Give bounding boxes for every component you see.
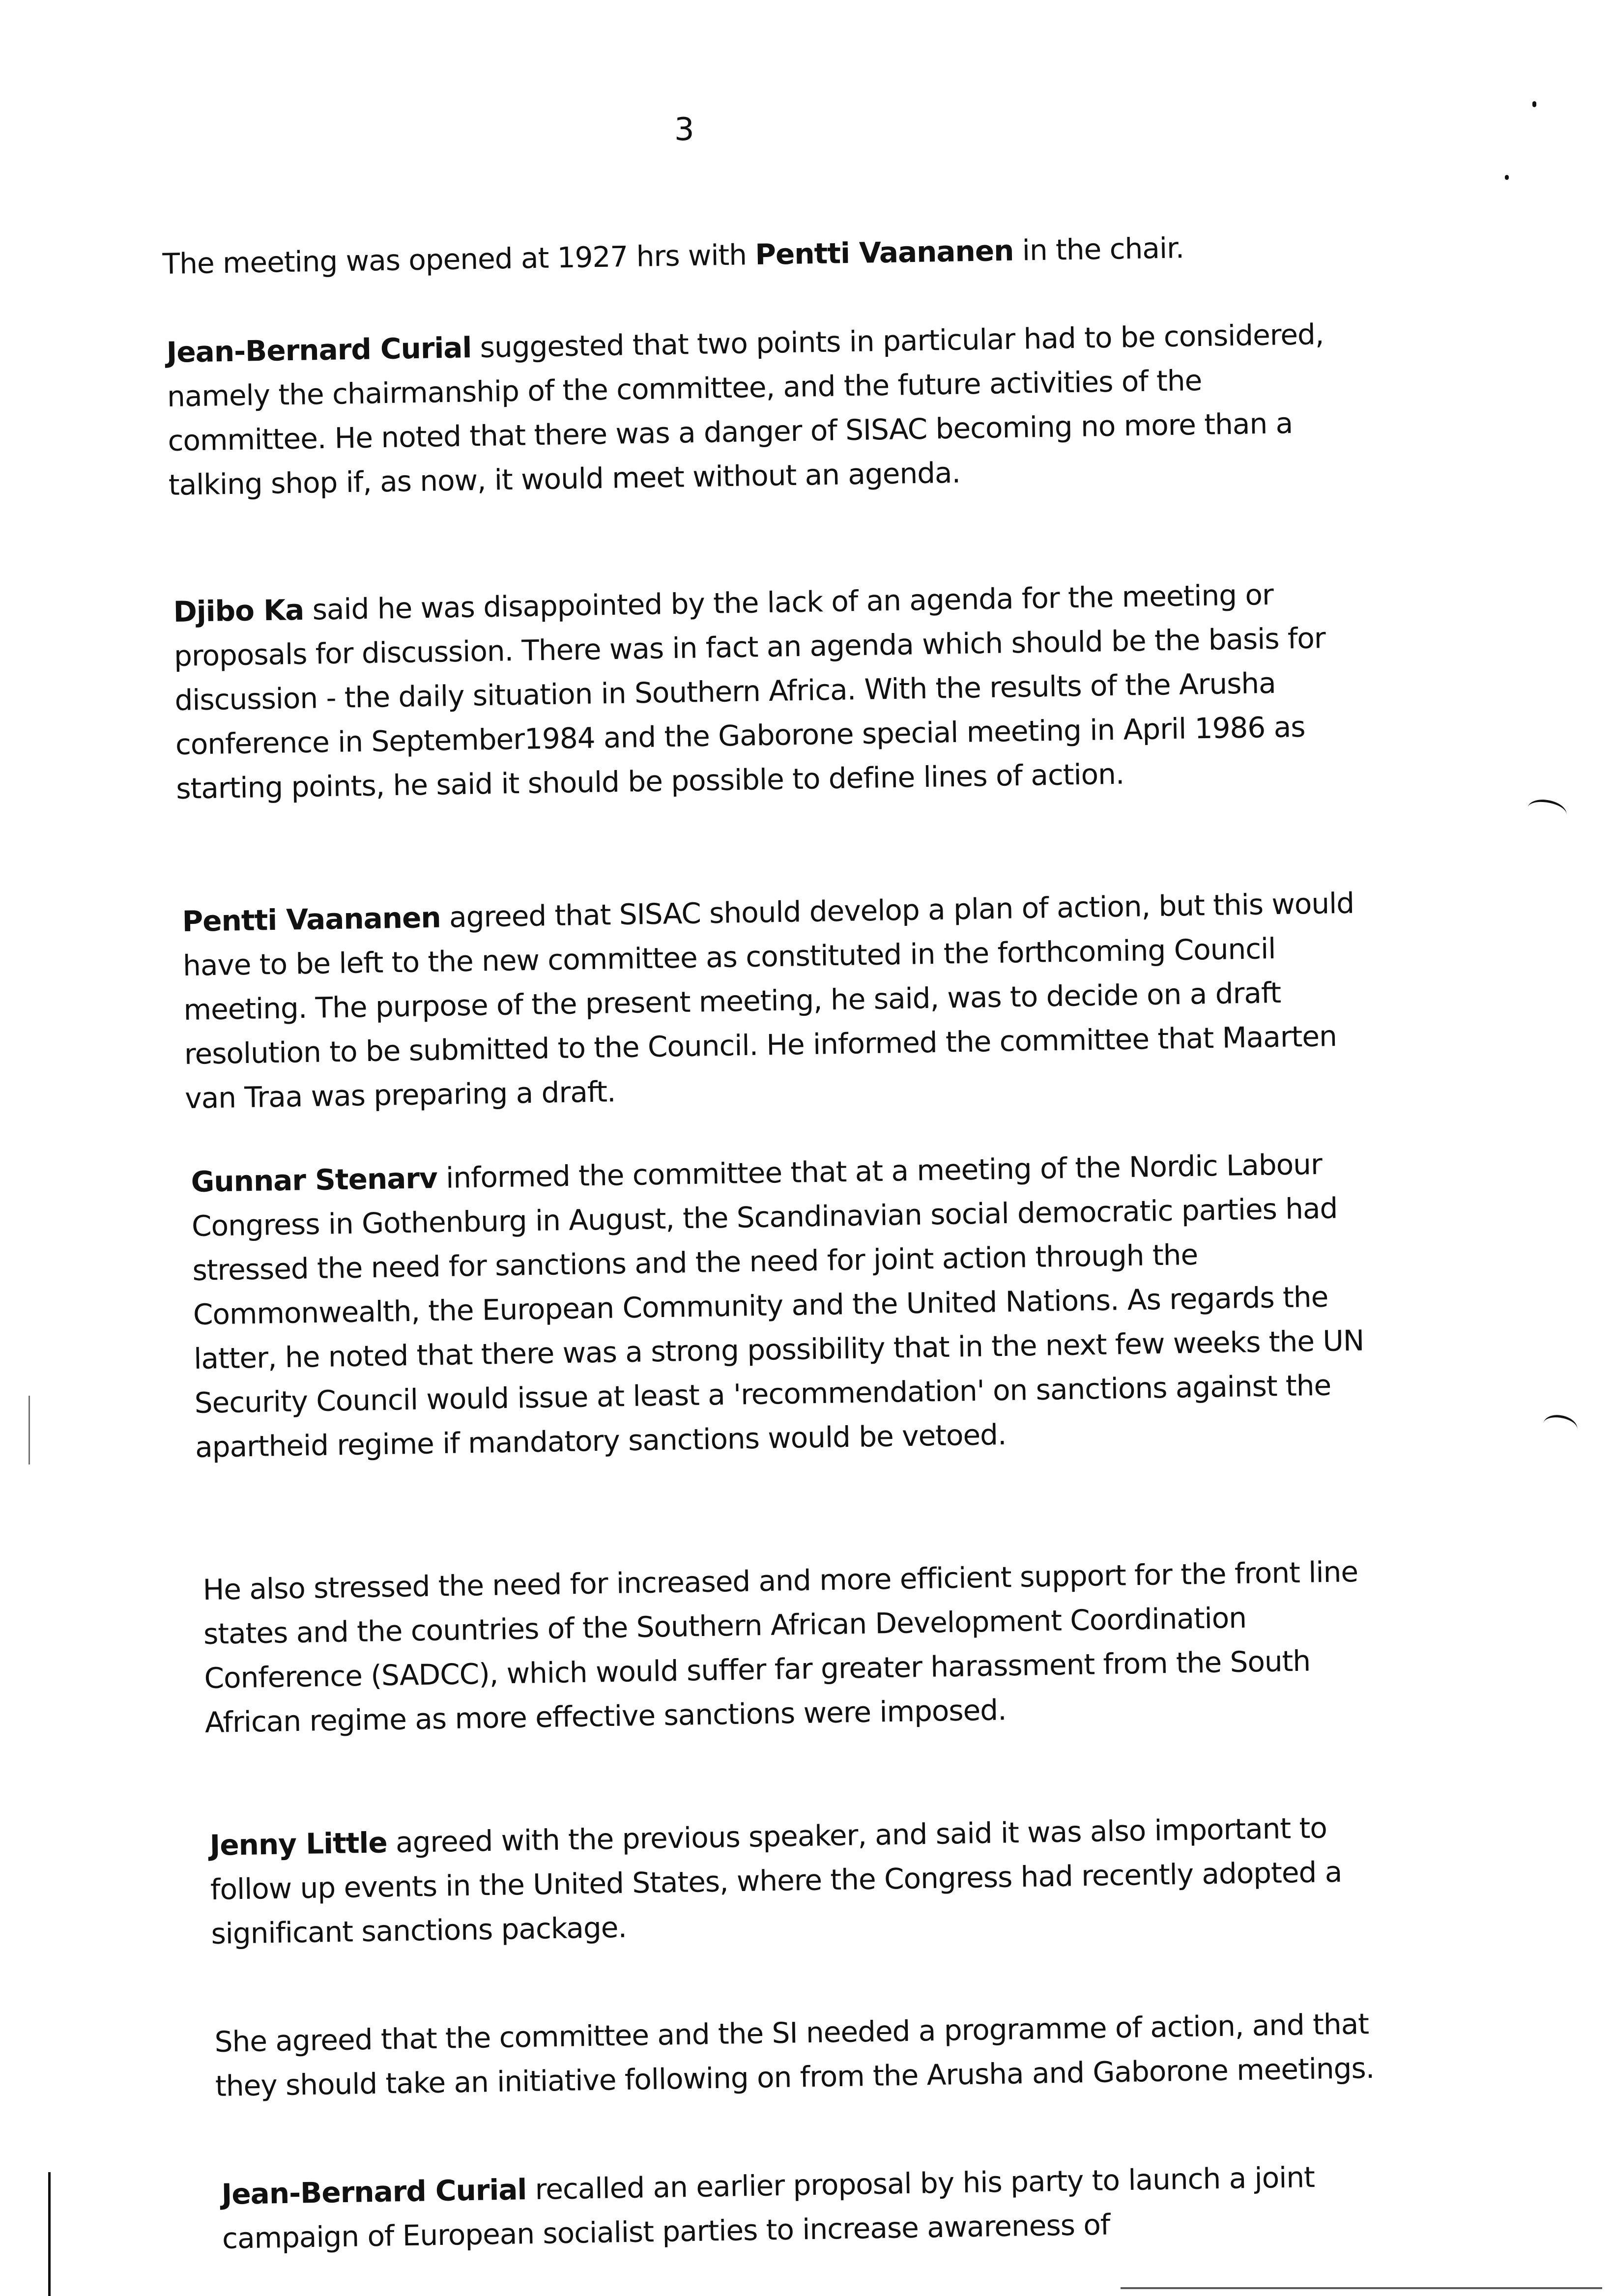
scan-speck [1505, 175, 1509, 180]
paragraph-little-2 [214, 2001, 1420, 2108]
paragraph-text: He also stressed the need for increased and more efficient support for the front line states and the countries of the Southern African Development Coordination Conference (SADCC), which would suffer far greater harassment from the South African regime as more effective sanctions were imposed. [202, 1555, 1358, 1739]
scan-edge-line [29, 1396, 30, 1464]
paragraph-text: suggested that two points in particular had to be considered, namely the chairmanship of the committee, and the future activities of the committee. He noted that there was a danger of SISAC becoming no more than a talking shop if, as now, it would meet without an agenda. [167, 317, 1324, 502]
speaker-name: Gunnar Stenarv [191, 1161, 438, 1199]
speaker-name: Djibo Ka [173, 593, 304, 629]
paragraph-text: She agreed that the committee and the SI needed a programme of action, and that they should take an initiative following on from the Arusha and Gaborone meetings. [214, 2007, 1375, 2103]
paragraph-text: agreed that SISAC should develop a plan of action, but this would have to be left to the new committee as constituted in the forthcoming Council meeting. The purpose of the present meeting, he said, was to decide on a draft resolution to be submitted to the Council. He informed the committee that Maarten van Traa was preparing a draft. [182, 886, 1354, 1115]
scan-mark [1526, 798, 1568, 825]
speaker-name: Jean-Bernard Curial [166, 331, 472, 369]
paragraph-opening [162, 223, 1367, 286]
paragraph-curial-2 [221, 2153, 1437, 2261]
page-number: 3 [674, 112, 694, 148]
scan-edge-line [48, 2172, 51, 2296]
opening-text-after: in the chair. [1013, 231, 1184, 267]
speaker-name: Jenny Little [209, 1826, 388, 1862]
paragraph-stenarv [191, 1141, 1410, 1469]
paragraph-text: said he was disappointed by the lack of an agenda for the meeting or proposals for discussion. There was in fact an agenda which should be the basis for discussion - the daily situation in Southern Africa. With the results of the Arusha conference in September1984 and the Gaborone special meeting in April 1986 as starting points, he said it should be possible to define lines of action. [173, 577, 1326, 805]
speaker-name: Jean-Bernard Curial [221, 2173, 527, 2211]
paragraph-text: agreed with the previous speaker, and said it was also important to follow up events in the United States, where the Congress had recently adopted a significant sanctions package. [210, 1811, 1342, 1951]
paragraph-curial-1 [166, 312, 1358, 507]
scan-bottom-line [1121, 2287, 1602, 2289]
paragraph-ka [173, 571, 1390, 811]
scan-mark [1542, 1413, 1579, 1439]
paragraph-stenarv-2 [202, 1549, 1414, 1745]
scan-speck [1532, 101, 1536, 107]
paragraph-text: informed the committee that at a meeting of the Nordic Labour Congress in Gothenburg in August, the Scandinavian social democratic parties had stressed the need for sanctions and the need for joint action through the Commonwealth, the European Community and the United Nations. As regards the latter, he noted that there was a strong possibility that in the next few weeks the UN Security Council would issue at least a 'recommendation' on sanctions against the apartheid regime if mandatory sanctions would be vetoed. [191, 1147, 1364, 1464]
paragraph-little [209, 1805, 1410, 1956]
speaker-name: Pentti Vaananen [182, 900, 441, 938]
speaker-name: Pentti Vaananen [754, 233, 1014, 272]
paragraph-vaananen [182, 881, 1380, 1120]
opening-text-before: The meeting was opened at 1927 hrs with [162, 238, 755, 281]
paragraph-text: recalled an earlier proposal by his party to launch a joint campaign of European socialist parties to increase awareness of [222, 2160, 1315, 2255]
